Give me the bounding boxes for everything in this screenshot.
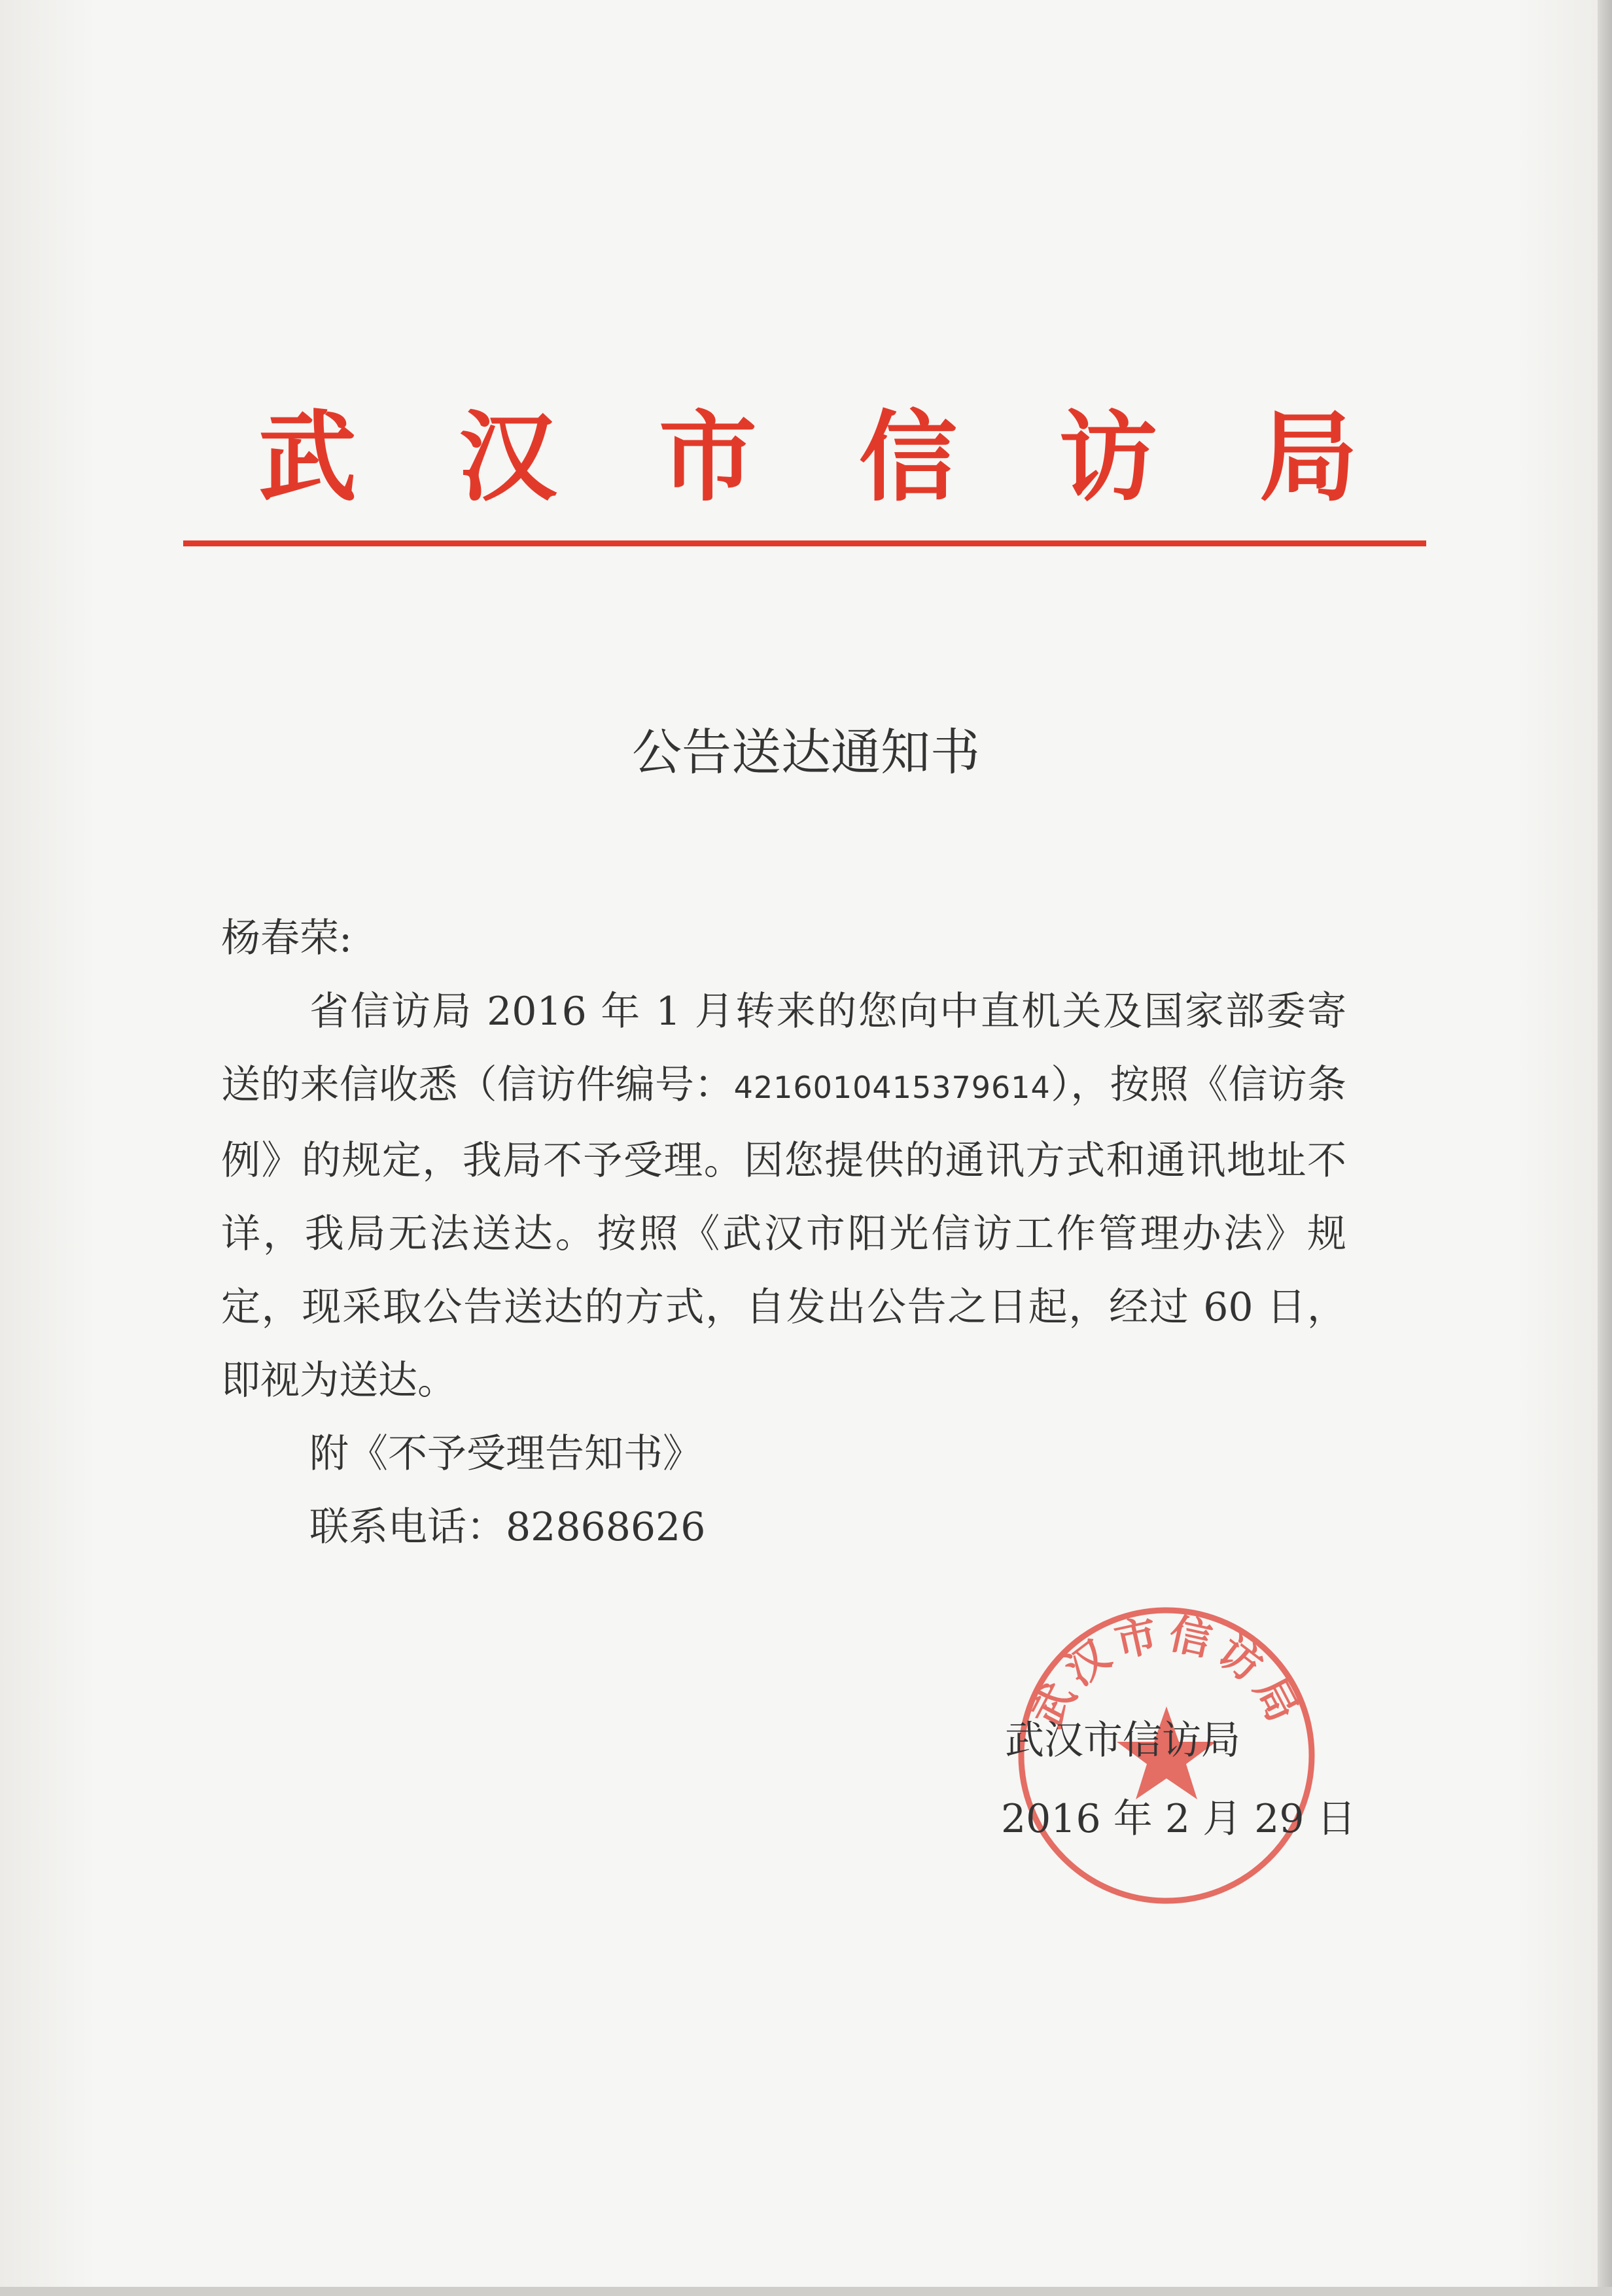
paragraph-text-b: ），按照《信访条例》的规定，我局不予受理。因您提供的通讯方式和通讯地址不详，我局无法送达。按照《武汉市阳光信访工作管理办法》规定，现采取公告送达的方式，自发出公告之日起，经过 60 日，即视为送达。	[221, 1062, 1347, 1404]
letterhead-char: 访	[1059, 401, 1157, 515]
document-title: 公告送达通知书	[632, 723, 980, 781]
letterhead-rule	[183, 540, 1426, 546]
salutation: 杨春荣:	[221, 915, 353, 961]
letterhead-char: 局	[1259, 401, 1358, 515]
paper-edge-bottom	[0, 2287, 1612, 2296]
paper-edge-right	[1598, 0, 1612, 2296]
signature-date: 2016 年 2 月 29 日	[1001, 1796, 1356, 1842]
letterhead-char: 武	[258, 401, 357, 515]
signature-block	[1001, 1701, 1367, 1858]
case-number: 4216010415379614	[733, 1070, 1051, 1105]
main-paragraph	[221, 975, 1346, 1417]
letterhead-char: 市	[658, 401, 757, 515]
letterhead	[258, 399, 1358, 517]
paragraph-text-a: 省信访局 2016 年 1 月转来的您向中直机关及国家部委寄送的来信收悉（信访件编号：	[221, 989, 1346, 1108]
seal-text: 武汉市信访局	[1023, 1609, 1310, 1735]
letterhead-char: 信	[858, 401, 957, 515]
document-body	[221, 902, 1346, 1564]
contact-line: 联系电话：82868626	[309, 1504, 706, 1550]
attachment-line: 附《不予受理告知书》	[309, 1431, 702, 1477]
signature-org: 武汉市信访局	[1005, 1718, 1240, 1763]
letterhead-char: 汉	[458, 401, 557, 515]
